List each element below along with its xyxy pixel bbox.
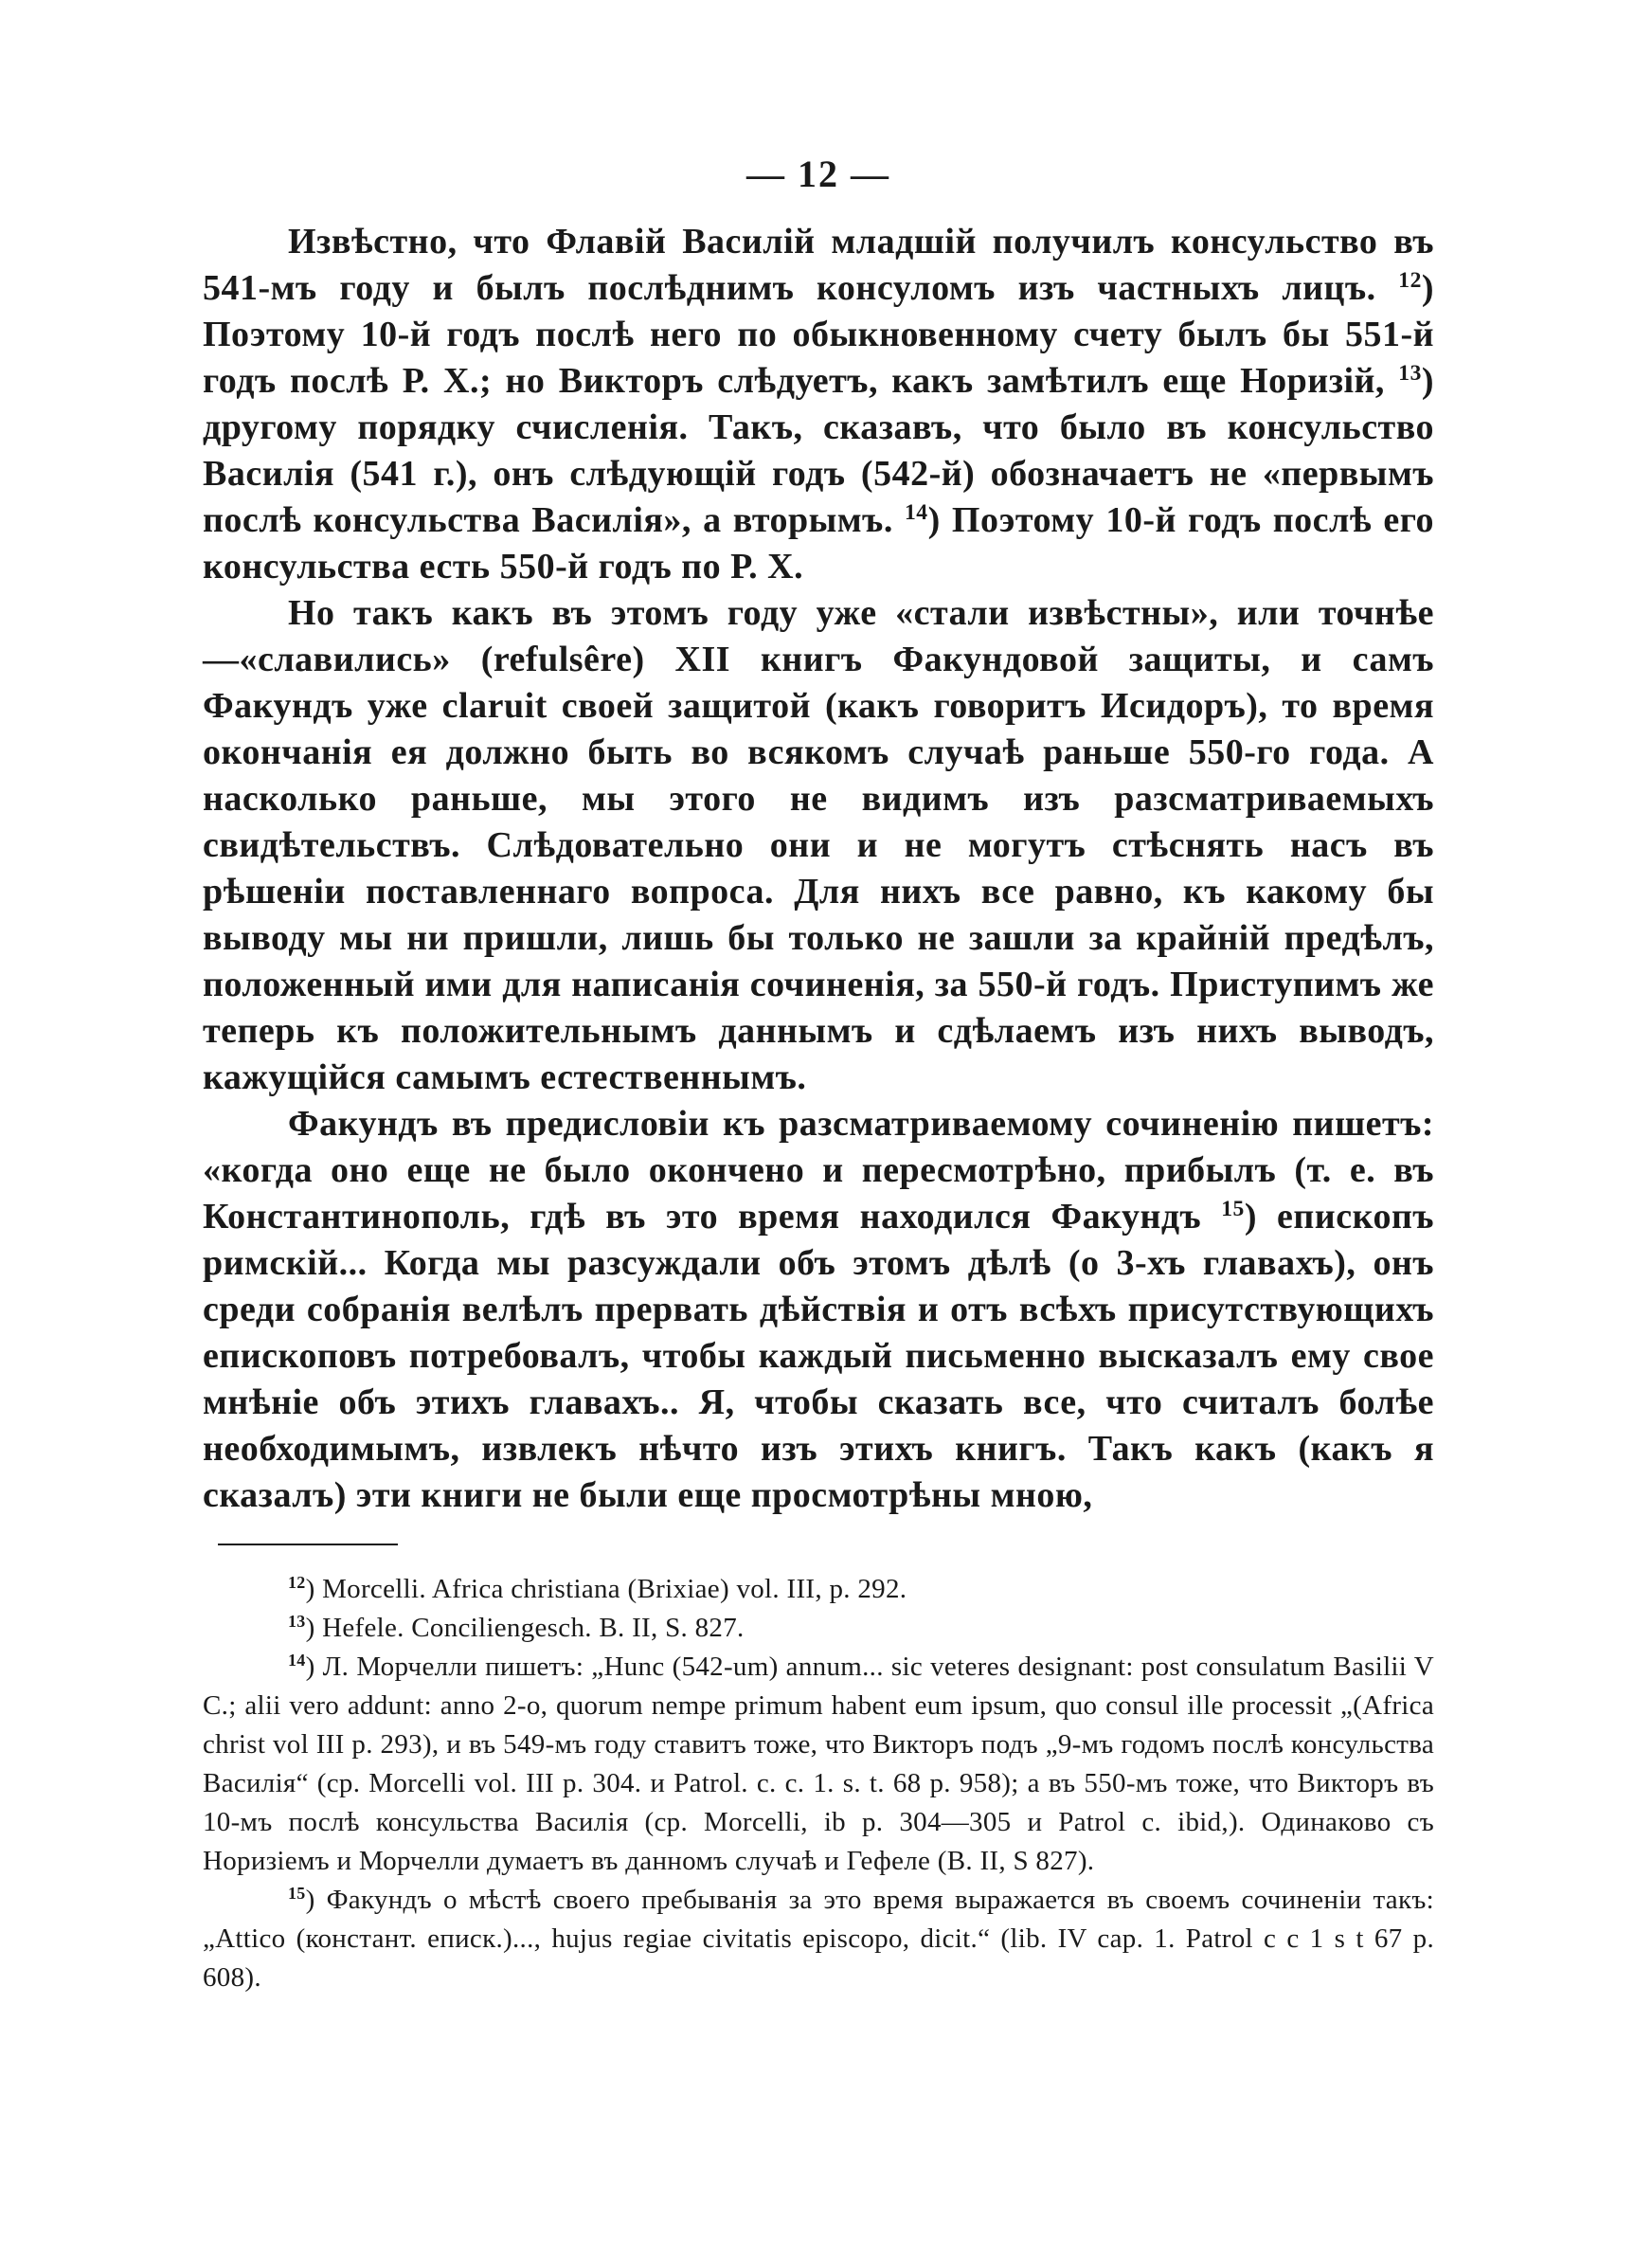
paragraph-text: Но такъ какъ въ этомъ году уже «стали извѣстны», или точнѣе—«славились» (refulsêre) XII книгъ Факундовой защиты, и самъ Факундъ уже claruit своей защитой (какъ говоритъ Исидоръ), то время окончанія ея должно быть во всякомъ случаѣ раньше 550-го года. А насколько раньше, мы этого не видимъ изъ разсматриваемыхъ свидѣтельствъ. Слѣдовательно они и не могутъ стѣснять насъ въ рѣшеніи поставленнаго вопроса. Для нихъ все равно, къ какому бы выводу мы ни пришли, лишь бы только не зашли за крайній предѣлъ, положенный ими для написанія сочиненія, за 550-й годъ. Приступимъ же теперь къ положительнымъ даннымъ и сдѣлаемъ изъ нихъ выводъ, кажущійся самымъ естественнымъ. bbox=[203, 593, 1434, 1097]
paragraph-text: Факундъ въ предисловіи къ разсматриваемому сочиненію пишетъ: «когда оно еще не было окончено и пересмотрѣно, прибылъ (т. е. въ Константинополь, гдѣ въ это время находился Факундъ bbox=[203, 1104, 1434, 1237]
footnote-15 bbox=[203, 1881, 1434, 1997]
paragraph-text: ) епископъ римскій... Когда мы разсуждали объ этомъ дѣлѣ (о 3-хъ главахъ), онъ среди собранія велѣлъ прервать дѣйствія и отъ всѣхъ присутствующихъ епископовъ потребовалъ, чтобы каждый письменно высказалъ ему свое мнѣніе объ этихъ главахъ.. Я, чтобы сказать все, что считалъ болѣе необходимымъ, извлекъ нѣчто изъ этихъ книгъ. Такъ какъ (какъ я сказалъ) эти книги не были еще просмотрѣны мною, bbox=[203, 1197, 1435, 1515]
paragraph-3 bbox=[203, 1101, 1434, 1519]
document-page bbox=[203, 152, 1434, 1997]
paragraph-text: Извѣстно, что Флавій Василій младшій получилъ консульство въ 541-мъ году и былъ послѣднимъ консуломъ изъ частныхъ лицъ. bbox=[203, 222, 1434, 308]
footnote-text: ) Hefele. Conciliengesch. B. II, S. 827. bbox=[305, 1613, 745, 1643]
footnote-number: 12 bbox=[288, 1573, 306, 1593]
footnote-12 bbox=[203, 1570, 1434, 1609]
footnote-divider bbox=[218, 1544, 398, 1545]
footnote-reference[interactable]: 15 bbox=[1221, 1197, 1245, 1222]
footnote-text: ) Morcelli. Africa christiana (Brixiae) vol. III, p. 292. bbox=[305, 1574, 907, 1604]
paragraph-text: ) Поэтому 10-й годъ послѣ него по обыкновенному счету былъ бы 551-й годъ послѣ Р. Х.; но Викторъ слѣдуетъ, какъ замѣтилъ еще Норизій, bbox=[203, 268, 1434, 401]
footnote-number: 14 bbox=[288, 1651, 306, 1670]
paragraph-2 bbox=[203, 590, 1434, 1101]
paragraph-text: ) Поэтому 10-й годъ послѣ его консульства есть 550-й годъ по Р. Х. bbox=[203, 500, 1435, 587]
footnote-14 bbox=[203, 1648, 1434, 1881]
main-text bbox=[203, 219, 1434, 1519]
footnote-text: ) Факундъ о мѣстѣ своего пребыванія за это время выражается въ своемъ сочиненіи такъ: „Attico (констант. еписк.)..., hujus regiae civitatis episcopo, dicit.“ (lib. IV cap. 1. Patrol c c 1 s t 67 p. 608). bbox=[203, 1885, 1434, 1993]
footnote-reference[interactable]: 14 bbox=[905, 500, 928, 526]
paragraph-text: ) другому порядку счисленія. Такъ, сказавъ, что было въ консульство Василія (541 г.), онъ слѣдующій годъ (542-й) обозначаетъ не «первымъ послѣ консульства Василія», а вторымъ. bbox=[203, 361, 1434, 540]
footnote-13 bbox=[203, 1609, 1434, 1648]
paragraph-1 bbox=[203, 219, 1434, 590]
footnote-reference[interactable]: 12 bbox=[1398, 268, 1422, 294]
footnote-text: ) Л. Морчелли пишетъ: „Hunc (542-um) annum... sic veteres designant: post consulatum Basilii V C.; alii vero addunt: anno 2-o, quorum nempe primum habent eum ipsum, quo consul ille processit „(Africa christ vol III p. 293), и въ 549-мъ году ставитъ тоже, что Викторъ подъ „9-мъ годомъ послѣ консульства Василія“ (ср. Morcelli vol. III p. 304. и Patrol. c. c. 1. s. t. 68 p. 958); а въ 550-мъ тоже, что Викторъ въ 10-мъ послѣ консульства Василія (ср. Morcelli, ib p. 304—305 и Patrol c. ibid,). Одинаково съ Норизіемъ и Морчелли думаетъ въ данномъ случаѣ и Гефеле (B. II, S 827). bbox=[203, 1652, 1434, 1876]
page-number: — 12 — bbox=[746, 153, 890, 195]
footnote-reference[interactable]: 13 bbox=[1398, 361, 1422, 387]
footnotes bbox=[203, 1570, 1434, 1997]
footnote-number: 15 bbox=[288, 1884, 306, 1904]
footnote-number: 13 bbox=[288, 1612, 306, 1632]
